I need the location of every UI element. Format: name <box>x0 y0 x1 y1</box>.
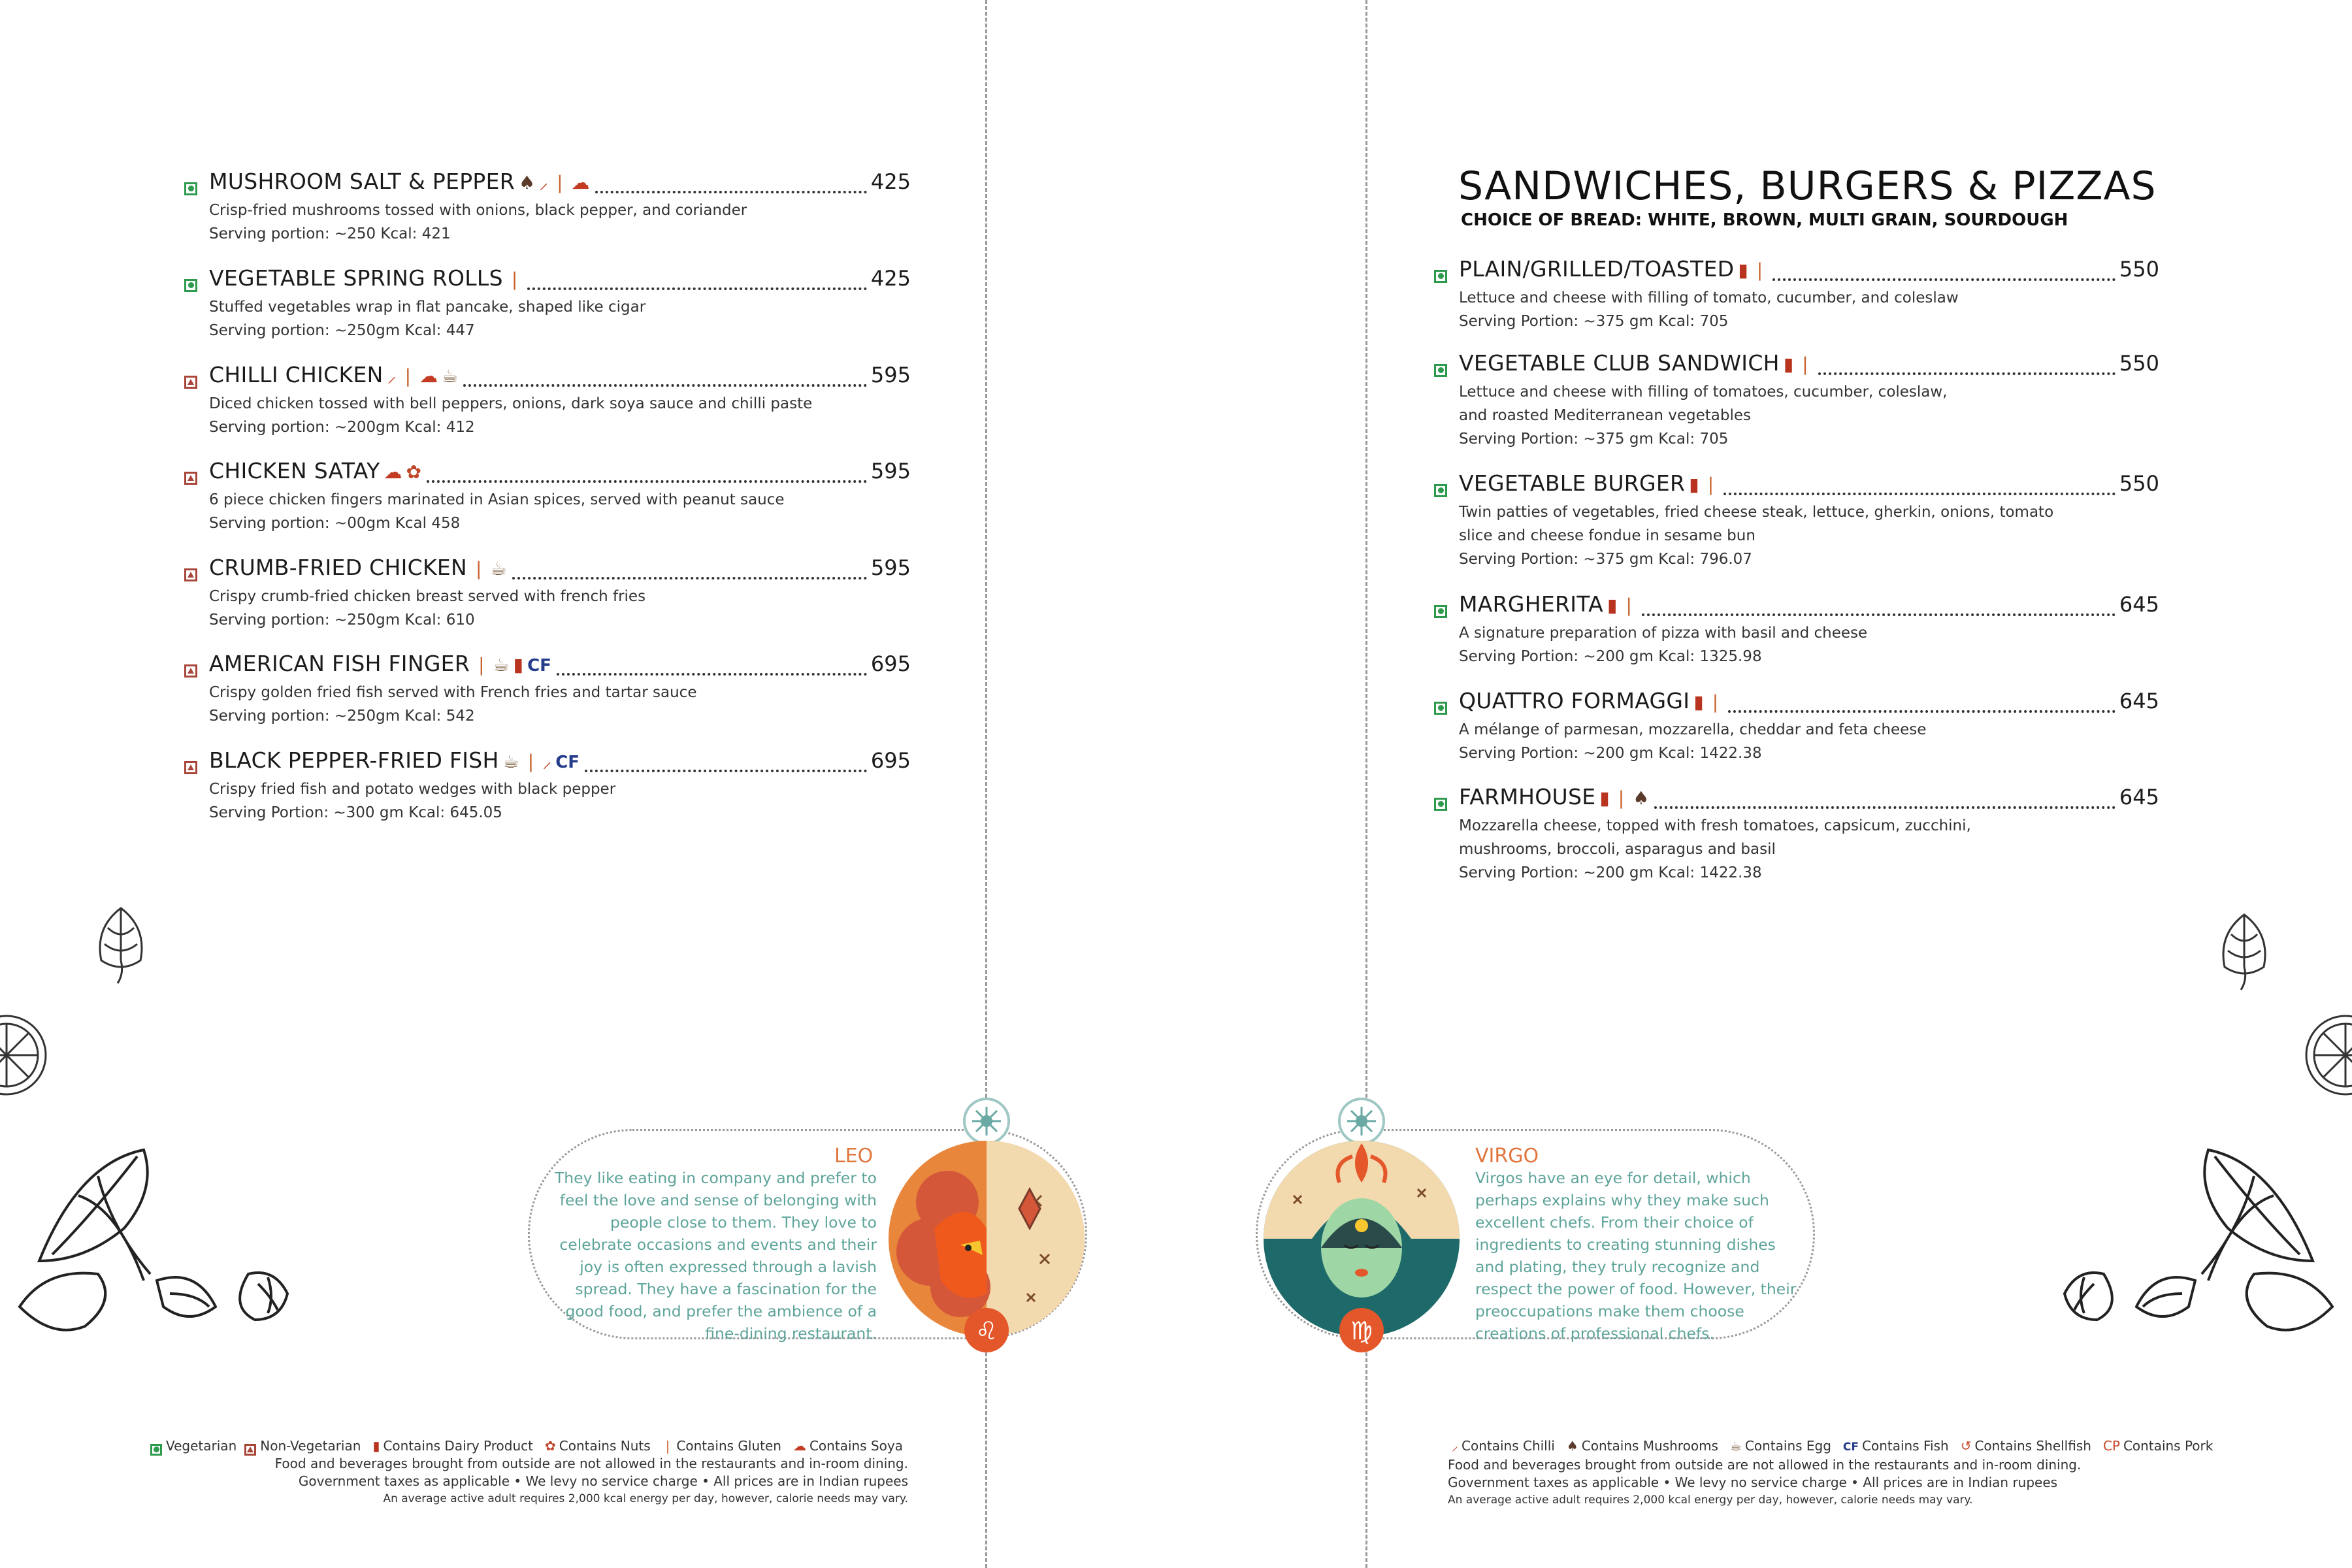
footer-left-line1: Food and beverages brought from outside are not allowed in the restaurants and in-room dining. <box>274 1456 908 1471</box>
menu-item-price: 425 <box>870 266 911 291</box>
legend-label: Contains Mushrooms <box>1581 1438 1718 1454</box>
vegetarian-icon <box>1434 702 1447 715</box>
legend-item <box>659 1437 781 1455</box>
gluten-icon: ❘ <box>506 269 523 290</box>
gluten-icon: ❘ <box>1613 787 1629 809</box>
chilli-icon: ⸝ <box>387 365 397 387</box>
menu-item-price: 645 <box>2119 785 2159 809</box>
gluten-icon: ❘ <box>1707 691 1723 713</box>
nonveg-icon <box>244 1444 256 1456</box>
gluten-icon: ❘ <box>662 1438 674 1454</box>
leader-dots <box>427 480 867 483</box>
gluten-icon: ❘ <box>471 558 487 580</box>
menu-item <box>1434 470 2159 571</box>
menu-item-description: Lettuce and cheese with filling of tomatoes, cucumber, coleslaw, and roasted Mediterranean vegetables Serving Portion: ~375 gm Kcal: 705 <box>1459 384 1948 448</box>
menu-item-price: 645 <box>2119 592 2159 617</box>
menu-item-header <box>184 458 911 488</box>
leo-symbol: ♌ <box>975 1316 998 1345</box>
legend-item <box>368 1437 533 1455</box>
menu-item-description: Crisp-fried mushrooms tossed with onions, black pepper, and coriander Serving portion: ~250 Kcal: 421 <box>209 202 747 242</box>
mushroom-icon: ♠ <box>1566 1438 1578 1454</box>
shellfish-icon: ↺ <box>1960 1438 1972 1454</box>
soya-icon: ☁ <box>571 172 590 193</box>
menu-item <box>184 362 911 439</box>
menu-item-name: QUATTRO FORMAGGI <box>1459 688 1690 713</box>
leader-dots <box>1723 493 2115 495</box>
virgo-illustration <box>1254 1098 1470 1372</box>
mushroom-icon: ♠ <box>1633 787 1650 809</box>
legend-item <box>150 1437 237 1455</box>
menu-item-name: FARMHOUSE <box>1459 784 1596 809</box>
menu-item <box>1434 688 2159 765</box>
menu-item-description: Diced chicken tossed with bell peppers, onions, dark soya sauce and chilli paste Serving portion: ~200gm Kcal: 412 <box>209 395 813 436</box>
non-vegetarian-icon <box>184 664 197 678</box>
pork-icon: CP <box>2102 1438 2120 1454</box>
menu-item-price: 425 <box>870 169 911 194</box>
vegetarian-icon <box>1434 270 1447 283</box>
dairy-icon: ▮ <box>1783 353 1794 375</box>
gluten-icon: ❘ <box>523 751 539 772</box>
legend-label: Contains Pork <box>2123 1438 2213 1454</box>
menu-item-name: CHILLI CHICKEN <box>209 362 384 387</box>
legend-label: Contains Gluten <box>676 1438 781 1454</box>
menu-item-price: 645 <box>2119 689 2159 713</box>
veg-icon <box>150 1444 162 1456</box>
menu-item <box>1434 256 2159 333</box>
legend-label: Vegetarian <box>166 1438 237 1454</box>
leader-dots <box>1642 613 2115 616</box>
menu-item-header <box>1434 591 2159 621</box>
vegetarian-icon <box>1434 484 1447 497</box>
footer-right-line2: Government taxes as applicable • We levy no service charge • All prices are in Indian rupees <box>1448 1475 2058 1490</box>
footer-left-line3: An average active adult requires 2,000 kcal energy per day, however, calorie needs may vary. <box>383 1492 908 1505</box>
fish-icon: CF <box>555 753 580 772</box>
legend-label: Non-Vegetarian <box>260 1438 361 1454</box>
legend-item <box>1726 1437 1831 1455</box>
vegetarian-icon <box>184 182 197 195</box>
menu-item-header <box>184 651 911 681</box>
legend-item <box>1563 1437 1718 1455</box>
non-vegetarian-icon <box>184 568 197 581</box>
menu-item-description: Stuffed vegetables wrap in flat pancake, shaped like cigar Serving portion: ~250gm Kcal: 447 <box>209 299 646 339</box>
menu-item <box>184 265 911 342</box>
legend-item <box>2099 1437 2213 1455</box>
greens-right-illustration <box>2038 1078 2352 1352</box>
legend-item <box>789 1437 903 1455</box>
footer-right <box>1448 1437 2232 1509</box>
menu-item-name: PLAIN/GRILLED/TOASTED <box>1459 256 1735 282</box>
legend-label: Contains Dairy Product <box>383 1438 533 1454</box>
leader-dots <box>463 384 867 387</box>
legend-label: Contains Nuts <box>559 1438 651 1454</box>
menu-item-name: VEGETABLE CLUB SANDWICH <box>1459 350 1780 376</box>
leader-dots <box>512 577 867 580</box>
leo-illustration <box>889 1098 1104 1372</box>
leader-dots <box>1818 372 2115 375</box>
leo-text: They like eating in company and prefer to feel the love and sense of belonging with people close to them. They love to celebrate occasions and events and their joy is often expressed through a lavish spread. They have a fascination for the good food, and prefer the ambience of a fine-dining restaurant. <box>554 1169 877 1343</box>
leo-title: LEO <box>834 1145 874 1168</box>
menu-item-name: CRUMB-FRIED CHICKEN <box>209 555 468 580</box>
virgo-text: Virgos have an eye for detail, which perhaps explains why they make such excellent chefs. From their choice of ingredients to creating stunning dishes and plating, they truly recognize and respect the power of food. However, their preoccupations make them choose creations of professional chefs. <box>1475 1169 1797 1343</box>
soya-icon: ☁ <box>419 365 438 387</box>
dairy-icon: ▮ <box>1607 595 1618 616</box>
menu-item-header <box>1434 350 2159 380</box>
menu-item-name: AMERICAN FISH FINGER <box>209 651 470 676</box>
menu-item-name: BLACK PEPPER-FRIED FISH <box>209 747 499 773</box>
footer-left <box>150 1437 908 1508</box>
egg-icon: ☕ <box>502 751 519 772</box>
menu-item <box>184 555 911 632</box>
section-title: SANDWICHES, BURGERS & PIZZAS <box>1458 163 2157 209</box>
chilli-icon: ⸝ <box>539 172 549 193</box>
greens-left-illustration <box>0 1078 314 1352</box>
nuts-icon: ✿ <box>406 461 422 483</box>
menu-item-price: 695 <box>870 748 911 773</box>
egg-icon: ☕ <box>490 558 507 580</box>
menu-item-description: A mélange of parmesan, mozzarella, cheddar and feta cheese Serving Portion: ~200 gm Kcal: 1422.38 <box>1459 721 1927 762</box>
menu-item-header <box>184 265 911 295</box>
legend-item <box>1957 1437 2091 1455</box>
menu-item-header <box>1434 688 2159 718</box>
gluten-icon: ❘ <box>1621 595 1637 616</box>
menu-item <box>184 651 911 728</box>
legend-item <box>1448 1437 1555 1455</box>
fish-icon: CF <box>527 656 551 676</box>
menu-item-price: 595 <box>870 459 911 483</box>
menu-item-description: Crispy crumb-fried chicken breast served with french fries Serving portion: ~250gm Kcal: 610 <box>209 588 646 629</box>
legend-label: Contains Soya <box>809 1438 903 1454</box>
virgo-title: VIRGO <box>1475 1145 1539 1168</box>
egg-icon: ☕ <box>1729 1438 1742 1454</box>
menu-item-header <box>184 747 911 777</box>
leader-dots <box>527 287 867 290</box>
menu-item-header <box>1434 256 2159 286</box>
vegetarian-icon <box>1434 364 1447 377</box>
section-subtitle: CHOICE OF BREAD: WHITE, BROWN, MULTI GRAIN, SOURDOUGH <box>1461 210 2068 230</box>
menu-item-header <box>184 362 911 392</box>
menu-item-description: Lettuce and cheese with filling of tomato, cucumber, and coleslaw Serving Portion: ~375 gm Kcal: 705 <box>1459 289 1959 330</box>
egg-icon: ☕ <box>493 654 510 676</box>
non-vegetarian-icon <box>184 376 197 389</box>
menu-item-header <box>1434 784 2159 814</box>
soya-icon: ☁ <box>384 461 402 483</box>
menu-item-description: Mozzarella cheese, topped with fresh tomatoes, capsicum, zucchini, mushrooms, broccoli, asparagus and basil Serving Portion: ~200 gm Kcal: 1422.38 <box>1459 817 1971 881</box>
legend-label: Contains Shellfish <box>1974 1438 2091 1454</box>
menu-item-price: 550 <box>2119 351 2159 376</box>
menu-item <box>1434 591 2159 668</box>
soya-icon: ☁ <box>792 1438 806 1454</box>
menu-item-description: Crispy fried fish and potato wedges with black pepper Serving Portion: ~300 gm Kcal: 645.05 <box>209 781 616 821</box>
menu-item-price: 695 <box>870 651 911 676</box>
gluten-icon: ❘ <box>400 365 416 387</box>
gluten-icon: ❘ <box>552 172 568 193</box>
artichoke-right-illustration <box>2208 908 2280 993</box>
fish-icon: CF <box>1842 1441 1859 1454</box>
vegetarian-icon <box>1434 798 1447 811</box>
virgo-symbol: ♍ <box>1350 1316 1373 1345</box>
menu-item-description: A signature preparation of pizza with basil and cheese Serving Portion: ~200 gm Kcal: 1325.98 <box>1459 625 1868 665</box>
leader-dots <box>595 191 867 193</box>
menu-item-name: MUSHROOM SALT & PEPPER <box>209 169 515 194</box>
dairy-icon: ▮ <box>372 1438 380 1454</box>
legend-label: Contains Chilli <box>1462 1438 1555 1454</box>
chilli-icon: ⸝ <box>1452 1438 1458 1454</box>
menu-item-description: Twin patties of vegetables, fried cheese steak, lettuce, gherkin, onions, tomato slice and cheese fondue in sesame bun Serving Portion: ~375 gm Kcal: 796.07 <box>1459 504 2054 568</box>
menu-item <box>184 169 911 246</box>
egg-icon: ☕ <box>442 365 459 387</box>
menu-item <box>1434 784 2159 885</box>
leader-dots <box>585 770 867 772</box>
menu-item-name: MARGHERITA <box>1459 591 1604 617</box>
artichoke-left-illustration <box>85 902 157 987</box>
chilli-icon: ⸝ <box>542 751 552 772</box>
gluten-icon: ❘ <box>474 654 489 676</box>
gluten-icon: ❘ <box>1752 259 1768 281</box>
legend-right <box>1448 1437 2232 1456</box>
footer-left-line2: Government taxes as applicable • We levy no service charge • All prices are in Indian rupees <box>298 1473 908 1489</box>
menu-item-price: 550 <box>2119 471 2159 496</box>
legend-label: Contains Fish <box>1862 1438 1949 1454</box>
menu-item-header <box>184 555 911 585</box>
menu-item-header <box>184 169 911 199</box>
gluten-icon: ❘ <box>1797 353 1813 375</box>
vegetarian-icon <box>1434 605 1447 618</box>
menu-item-price: 550 <box>2119 257 2159 282</box>
menu-item-name: CHICKEN SATAY <box>209 458 380 483</box>
menu-item-header <box>1434 470 2159 500</box>
menu-item <box>1434 350 2159 451</box>
menu-item-name: VEGETABLE BURGER <box>1459 470 1686 496</box>
dairy-icon: ▮ <box>1693 691 1704 713</box>
menu-item-price: 595 <box>870 555 911 580</box>
menu-item-name: VEGETABLE SPRING ROLLS <box>209 265 503 291</box>
footer-right-line1: Food and beverages brought from outside are not allowed in the restaurants and in-room dining. <box>1448 1457 2082 1473</box>
dairy-icon: ▮ <box>1599 787 1610 809</box>
legend-item <box>541 1437 651 1455</box>
menu-item-description: Crispy golden fried fish served with French fries and tartar sauce Serving portion: ~250gm Kcal: 542 <box>209 684 697 725</box>
legend-left <box>150 1437 908 1455</box>
non-vegetarian-icon <box>184 761 197 774</box>
leader-dots <box>1772 278 2115 281</box>
nuts-icon: ✿ <box>545 1438 556 1454</box>
footer-right-line3: An average active adult requires 2,000 kcal energy per day, however, calorie needs may vary. <box>1448 1494 1973 1507</box>
legend-label: Contains Egg <box>1744 1438 1831 1454</box>
leader-dots <box>1654 806 2115 809</box>
menu-item <box>184 747 911 825</box>
vegetarian-icon <box>184 279 197 292</box>
leader-dots <box>557 673 867 676</box>
legend-item <box>244 1437 361 1455</box>
gluten-icon: ❘ <box>1703 474 1719 495</box>
dairy-icon: ▮ <box>1738 259 1748 281</box>
dairy-icon: ▮ <box>1689 474 1699 495</box>
non-vegetarian-icon <box>184 472 197 485</box>
legend-item <box>1839 1437 1949 1456</box>
dairy-icon: ▮ <box>513 654 524 676</box>
menu-item-price: 595 <box>870 363 911 387</box>
mushroom-icon: ♠ <box>519 172 536 193</box>
leader-dots <box>1728 710 2115 713</box>
menu-item-description: 6 piece chicken fingers marinated in Asian spices, served with peanut sauce Serving portion: ~00gm Kcal 458 <box>209 491 785 532</box>
menu-item <box>184 458 911 535</box>
